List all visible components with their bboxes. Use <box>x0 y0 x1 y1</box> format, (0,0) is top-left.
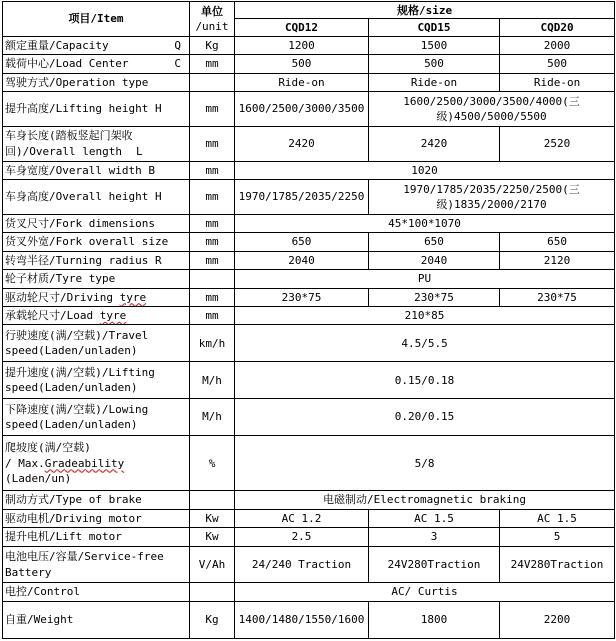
row-value: 2000 <box>500 36 615 54</box>
row-value: AC/ Curtis <box>235 583 615 601</box>
header-unit-cn: 单位 <box>201 4 223 18</box>
row-value: 1970/1785/2035/2250 <box>235 180 369 215</box>
row-label: 车身高度/Overall height H <box>3 180 190 215</box>
header-model-cqd20: CQD20 <box>500 19 615 36</box>
row-unit: Kw <box>190 528 235 546</box>
row-label: 电控/Control <box>3 583 190 601</box>
row-value: 2120 <box>500 251 615 269</box>
row-value: AC 1.5 <box>500 509 615 527</box>
table-row-lifting-height <box>3 92 615 127</box>
table-row-gradeability <box>3 436 615 491</box>
row-unit: % <box>190 436 235 491</box>
row-value: PU <box>235 270 615 288</box>
row-value: 24/240 Traction <box>235 546 369 583</box>
row-value: 2200 <box>500 601 615 638</box>
table-row-lift-motor <box>3 528 615 546</box>
table-row-capacity <box>3 36 615 54</box>
row-unit: mm <box>190 214 235 232</box>
row-label: 货叉外宽/Fork overall size <box>3 233 190 251</box>
table-row-load-tyre <box>3 307 615 325</box>
row-label: 提升速度(满/空载)/Lifting speed(Laden/unladen) <box>3 362 190 399</box>
table-row-turning-radius <box>3 251 615 269</box>
table-row-fork-size <box>3 233 615 251</box>
row-value: 2040 <box>235 251 369 269</box>
row-unit: mm <box>190 161 235 179</box>
row-label: 车身宽度/Overall width B <box>3 161 190 179</box>
row-value: 500 <box>235 55 369 73</box>
row-label: 驱动轮尺寸/Driving tyre <box>3 288 190 306</box>
row-value: Ride-on <box>369 73 500 91</box>
row-value: 650 <box>235 233 369 251</box>
row-label: 电池电压/容量/Service-free Battery <box>3 546 190 583</box>
row-value: 500 <box>500 55 615 73</box>
row-value: 230*75 <box>235 288 369 306</box>
row-unit: mm <box>190 126 235 161</box>
row-value: 1500 <box>369 36 500 54</box>
row-unit <box>190 270 235 288</box>
table-row-driving-motor <box>3 509 615 527</box>
row-unit: mm <box>190 55 235 73</box>
row-label: 自重/Weight <box>3 601 190 638</box>
row-value: 4.5/5.5 <box>235 325 615 362</box>
table-row-control <box>3 583 615 601</box>
row-value: 1600/2500/3000/3500 <box>235 92 369 127</box>
row-value: 1600/2500/3000/3500/4000(三级)4500/5000/5500 <box>369 92 615 127</box>
table-row-overall-height <box>3 180 615 215</box>
table-row-operation <box>3 73 615 91</box>
table-row-travel-speed <box>3 325 615 362</box>
row-value: AC 1.5 <box>369 509 500 527</box>
row-value: AC 1.2 <box>235 509 369 527</box>
table-row-tyre-type <box>3 270 615 288</box>
row-label: 提升电机/Lift motor <box>3 528 190 546</box>
table-row-overall-length <box>3 126 615 161</box>
row-unit: M/h <box>190 399 235 436</box>
header-model-cqd12: CQD12 <box>235 19 369 36</box>
row-unit <box>190 583 235 601</box>
table-row-overall-width <box>3 161 615 179</box>
row-label: 货叉尺寸/Fork dimensions <box>3 214 190 232</box>
table-row-weight <box>3 601 615 638</box>
row-value: 1970/1785/2035/2250/2500(三级)1835/2000/2170 <box>369 180 615 215</box>
header-unit <box>190 2 235 37</box>
table-row-lifting-speed <box>3 362 615 399</box>
row-label: 承载轮尺寸/Load tyre <box>3 307 190 325</box>
row-value: 2040 <box>369 251 500 269</box>
header-unit-en: /unit <box>195 19 229 33</box>
row-value: 210*85 <box>235 307 615 325</box>
table-row-load-center <box>3 55 615 73</box>
table-row-lowing-speed <box>3 399 615 436</box>
row-label: 转弯半径/Turning radius R <box>3 251 190 269</box>
row-unit: mm <box>190 288 235 306</box>
row-value: 650 <box>369 233 500 251</box>
row-unit: Kg <box>190 36 235 54</box>
row-unit: mm <box>190 251 235 269</box>
row-value: Ride-on <box>235 73 369 91</box>
row-value: 650 <box>500 233 615 251</box>
row-unit: mm <box>190 307 235 325</box>
row-value: 电磁制动/Electromagnetic braking <box>235 491 615 509</box>
row-label: 驱动电机/Driving motor <box>3 509 190 527</box>
row-unit: km/h <box>190 325 235 362</box>
row-value: 5/8 <box>235 436 615 491</box>
row-value: 24V280Traction <box>500 546 615 583</box>
row-unit: mm <box>190 180 235 215</box>
row-value: 1020 <box>235 161 615 179</box>
header-spec: 规格/size <box>235 2 615 19</box>
row-value: 3 <box>369 528 500 546</box>
row-value: 1800 <box>369 601 500 638</box>
row-value: 2520 <box>500 126 615 161</box>
row-value: 24V280Traction <box>369 546 500 583</box>
table-row-driving-tyre <box>3 288 615 306</box>
row-unit: V/Ah <box>190 546 235 583</box>
row-value: 230*75 <box>369 288 500 306</box>
row-label: 驾驶方式/Operation type <box>3 73 190 91</box>
spec-table <box>2 1 615 639</box>
row-label: 制动方式/Type of brake <box>3 491 190 509</box>
row-value: 45*100*1070 <box>235 214 615 232</box>
row-label: 载荷中心/Load Center C <box>3 55 190 73</box>
row-value: 2420 <box>369 126 500 161</box>
row-value: 500 <box>369 55 500 73</box>
row-label: 行驶速度(满/空载)/Travel speed(Laden/unladen) <box>3 325 190 362</box>
row-value: 1200 <box>235 36 369 54</box>
row-value: 2420 <box>235 126 369 161</box>
row-unit: mm <box>190 233 235 251</box>
header-row <box>3 2 615 19</box>
header-model-cqd15: CQD15 <box>369 19 500 36</box>
row-unit <box>190 73 235 91</box>
header-item: 项目/Item <box>3 2 190 37</box>
row-value: 0.20/0.15 <box>235 399 615 436</box>
row-unit: Kw <box>190 509 235 527</box>
row-value: 1400/1480/1550/1600 <box>235 601 369 638</box>
row-label: 轮子材质/Tyre type <box>3 270 190 288</box>
row-unit: mm <box>190 92 235 127</box>
row-label: 车身长度(踏板竖起门架收回)/Overall length L <box>3 126 190 161</box>
table-row-battery <box>3 546 615 583</box>
row-label: 提升高度/Lifting height H <box>3 92 190 127</box>
row-value: 0.15/0.18 <box>235 362 615 399</box>
table-row-fork-dimensions <box>3 214 615 232</box>
table-row-brake <box>3 491 615 509</box>
row-label: 爬坡度(满/空载) / Max.Gradeability (Laden/un) <box>3 436 190 491</box>
row-value: 5 <box>500 528 615 546</box>
row-unit: Kg <box>190 601 235 638</box>
row-value: Ride-on <box>500 73 615 91</box>
row-label: 额定重量/Capacity Q <box>3 36 190 54</box>
row-unit: M/h <box>190 362 235 399</box>
row-label: 下降速度(满/空载)/Lowing speed(Laden/unladen) <box>3 399 190 436</box>
row-value: 230*75 <box>500 288 615 306</box>
row-unit <box>190 491 235 509</box>
row-value: 2.5 <box>235 528 369 546</box>
